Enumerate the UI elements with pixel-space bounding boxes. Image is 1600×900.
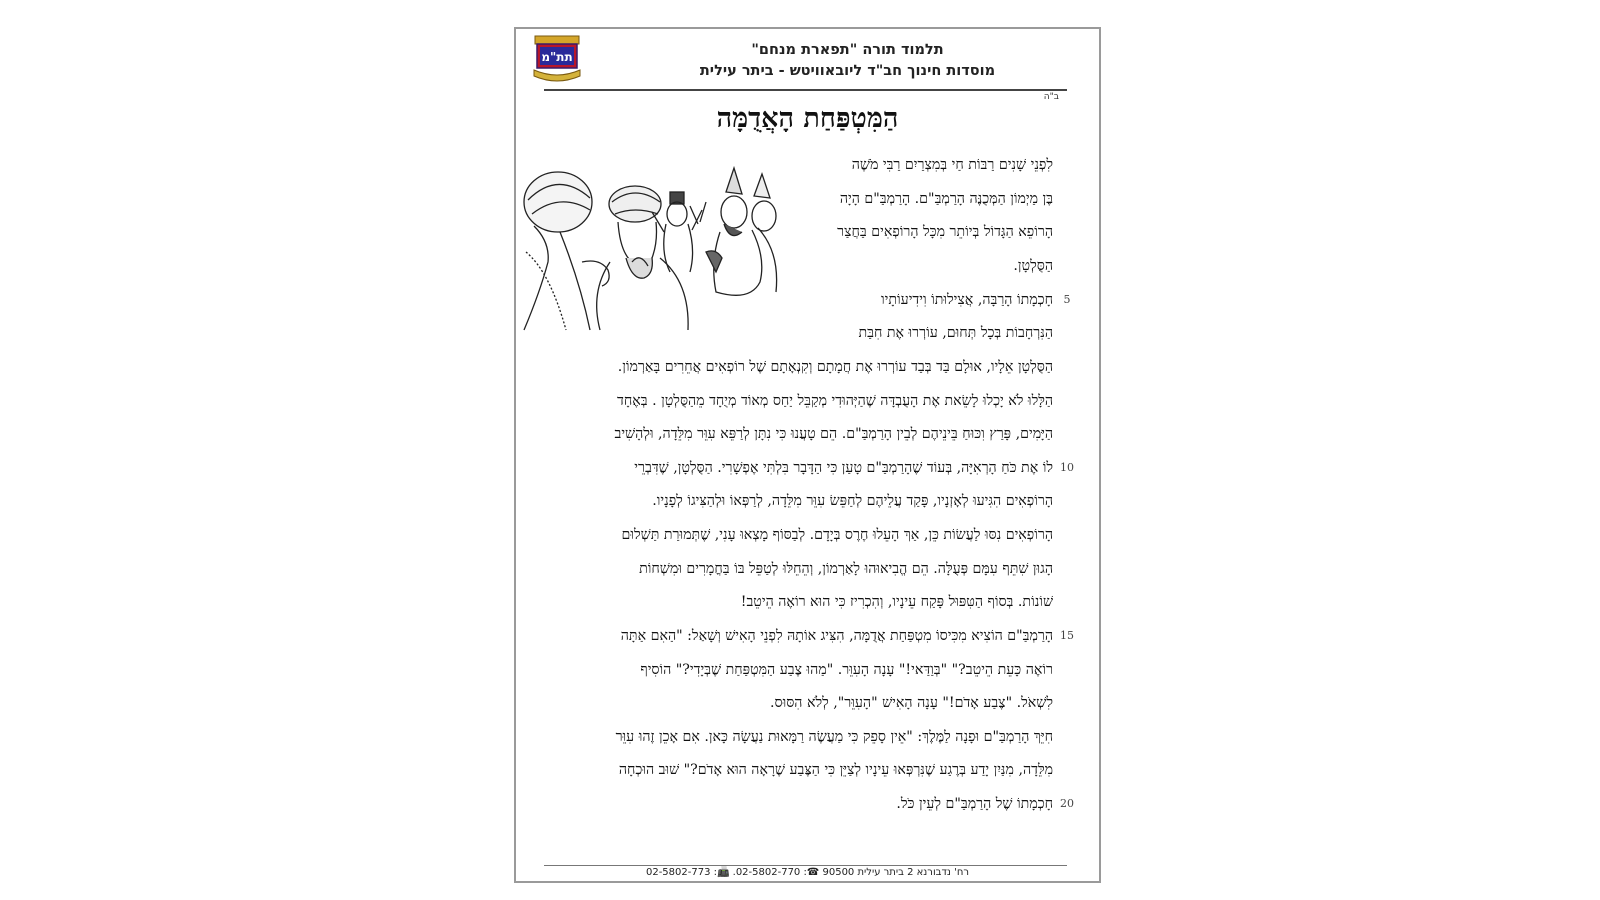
text-line: הַנִּרְחָבוֹת בְּכָל תְּחוּם, עוֹרְרוּ אֶת חִבַּת	[858, 325, 1053, 341]
text-line: הַסֻּלְטָן אֵלָיו, אוּלָם בַּד בְּבַד עוֹרְרוּ אֶת חֲמָתָם וְקִנְאָתָם שֶׁל רוֹפְאִים אֲחֵרִים בָּאַרְמוֹן.	[617, 359, 1053, 375]
footer-divider	[544, 865, 1067, 866]
text-line: הָרוֹפֵא הַגָּדוֹל בְּיוֹתֵר מִכָּל הָרוֹפְאִים בַּחֲצַר	[837, 224, 1053, 240]
text-line: לִפְנֵי שָׁנִים רַבּוֹת חַי בְּמִצְרַיִם רַבִּי מֹשֶׁה	[851, 157, 1053, 173]
text-line: מִלֵּדָה, מִנַּיִן יָדַע בְּרֶגַע שֶׁנִּרְפְּאוּ עֵינָיו לְצַיֵּן כִּי הַצֶּבַע שֶׁרָאָה הוּא אָדֹם?" שׁוּב הוּכְחָה	[618, 762, 1053, 778]
text-line: הָרַמְבַּ"ם הוֹצִיא מִכִּיסוֹ מִטְפַּחַת אֲדֻמָּה, הִצִּיג אוֹתָהּ לִפְנֵי הָאִישׁ וְשָׁאַל: "הַאִם אַתָּה	[620, 628, 1053, 644]
text-line: בֶּן מַיְמוֹן הַמְּכֻנֶּה הָרַמְבַּ"ם. הָרַמְבַּ"ם הָיָה	[839, 191, 1053, 207]
school-logo	[532, 34, 582, 86]
footer-contact: רח' נדבורנא 2 ביתר עילית 90500 ☎: 02-5802-770. 📠: 02-5802-773	[645, 867, 970, 878]
text-line: לוֹ אֶת כֹּחַ הָרְאִיָּה, בְּעוֹד שֶׁהָרַמְבַּ"ם טָעַן כִּי הַדָּבָר בִּלְתִּי אֶפְשָׁרִי. הַסֻּלְטָן, שֶׁדִּבְרֵי	[634, 460, 1053, 476]
text-line: הָגוּן שִׁתֵּף עִמָּם פְּעֻלָּה. הֵם הֱבִיאוּהוּ לָאַרְמוֹן, וְהֵחֵלּוּ לְטַפֵּל בּוֹ בַּחֳמָרִים וּמִשְׁחוֹת	[639, 561, 1053, 577]
text-line: לִשְׁאֹל. "צֶבַע אָדֹם!" עָנָה הָאִישׁ "הָעִוֵּר", לְלֹא הִסּוּס.	[770, 695, 1053, 711]
story-illustration	[520, 162, 790, 332]
story-title: הַמִּטְפַּחַת הָאֲדֻמָּה	[716, 103, 899, 134]
school-network: מוסדות חינוך חב"ד ליובאוויטש - ביתר עילית	[699, 63, 996, 79]
bh-mark: ב"ה	[1043, 92, 1059, 102]
document-page	[514, 27, 1101, 883]
line-number: 5	[1063, 293, 1071, 306]
header-divider	[544, 89, 1067, 91]
text-line: חִיֵּךְ הָרַמְבַּ"ם וּפָנָה לַמֶּלֶךְ: "אֵין סָפֵק כִּי מַעֲשֶׂה רַמָּאוּת נַעֲשָׂה כָּאן. אִם אָכֵן זֶהוּ עִוֵּר	[615, 729, 1053, 745]
text-line: הָרוֹפְאִים הִגִּיעוּ לְאָזְנָיו, פָּקַד עֲלֵיהֶם לְחַפֵּשׂ עִוֵּר מִלֵּדָה, לְרַפְּאוֹ וּלְהַצִּיגוֹ לְפָנָיו.	[652, 493, 1053, 509]
text-line: חָכְמָתוֹ שֶׁל הָרַמְבַּ"ם לְעֵין כֹּל.	[896, 796, 1053, 812]
logo-text: תת"מ	[541, 50, 573, 64]
text-line: חָכְמָתוֹ הָרַבָּה, אֲצִילוּתוֹ וִידִיעוֹתָיו	[881, 292, 1053, 308]
text-line: הָרוֹפְאִים נִסּוּ לַעֲשׂוֹת כֵּן, אַךְ הָעֵלוּ חֶרֶס בְּיָדָם. לְבַסּוֹף מָצְאוּ עָנִי, שֶׁתְּמוּרַת תַּשְׁלוּם	[621, 527, 1053, 543]
line-number: 20	[1060, 797, 1074, 810]
text-line: הַלָּלוּ לֹא יָכְלוּ לָשֵׂאת אֶת הָעֻבְדָּה שֶׁהַיְּהוּדִי מְקַבֵּל יַחַס מְאוֹד מְיֻחָד מֵהַסֻּלְטָן . בְּאֶחָד	[617, 393, 1053, 409]
text-line: הַסֻּלְטָן.	[1013, 258, 1053, 274]
line-number: 15	[1060, 629, 1074, 642]
line-number: 10	[1060, 461, 1074, 474]
text-line: הַיָּמִים, פָּרַץ וִכּוּחַ בֵּינֵיהֶם לְבֵין הָרַמְבַּ"ם. הֵם טָעֲנוּ כִּי נִתָּן לְרַפֵּא עִוֵּר מִלֵּדָה, וּלְהָשִׁיב	[614, 426, 1053, 442]
school-name: תלמוד תורה "תפארת מנחם"	[751, 42, 944, 58]
text-line: רוֹאֶה כָּעֵת הֵיטֵב?" "בְּוַדַּאי!" עָנָה הָעִוֵּר. "מַהוּ צֶבַע הַמִּטְפַּחַת שֶׁבְּיָדִי?" הוֹסִיף	[640, 662, 1053, 678]
text-line: שׁוֹנוֹת. בְּסוֹף הַטִּפּוּל פָּקַח עֵינָיו, וְהִכְרִיז כִּי הוּא רוֹאֶה הֵיטֵב!	[740, 594, 1053, 610]
